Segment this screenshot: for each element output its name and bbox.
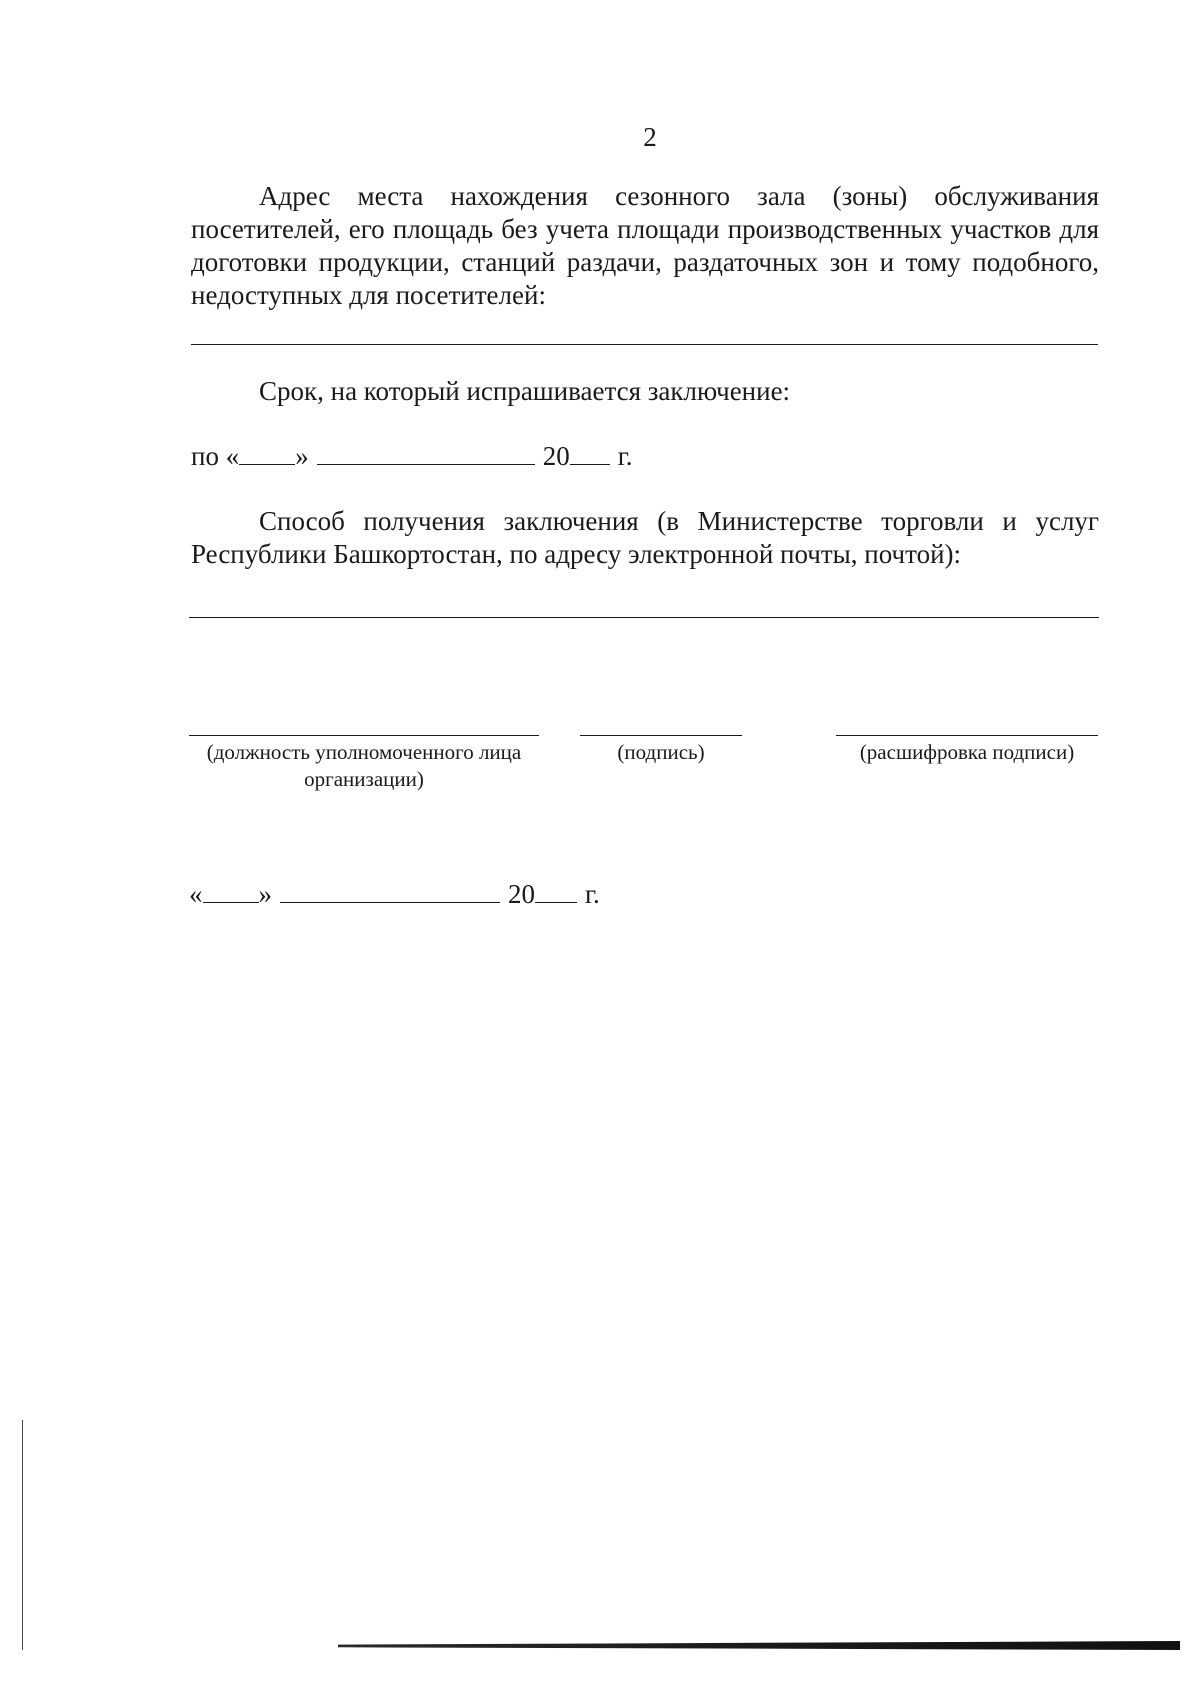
term-year-blank <box>570 440 610 465</box>
signature-line <box>580 735 742 736</box>
term-date-quote-close: » <box>295 441 309 471</box>
position-caption: (должность уполномоченного лица организации) <box>206 740 522 791</box>
decryption-caption: (расшифровка подписи) <box>859 740 1075 764</box>
sign-date-line <box>189 878 600 911</box>
term-day-blank <box>239 440 295 465</box>
page-number: 2 <box>643 122 657 152</box>
term-date-line <box>191 440 632 473</box>
signature-caption: (подпись) <box>617 740 705 764</box>
method-fill-line <box>189 617 1099 618</box>
term-month-blank <box>317 440 535 465</box>
sign-year-suffix: г. <box>585 879 600 909</box>
sign-date-quote-open: « <box>189 879 203 909</box>
decryption-signature-line <box>836 735 1098 736</box>
term-paragraph: Срок, на который испрашивается заключение: <box>259 376 791 406</box>
sign-day-blank <box>203 878 259 903</box>
scan-bottom-edge <box>338 1641 1180 1650</box>
term-date-prefix: по « <box>191 441 240 471</box>
term-year-suffix: г. <box>617 441 633 471</box>
term-year-prefix: 20 <box>542 441 570 471</box>
sign-year-prefix: 20 <box>508 879 535 909</box>
sign-date-quote-close: » <box>258 879 272 909</box>
scan-margin-mark <box>22 1420 23 1650</box>
sign-year-blank <box>535 878 577 903</box>
address-fill-line <box>191 344 1098 345</box>
position-signature-line <box>189 735 539 736</box>
method-paragraph: Способ получения заключения (в Министерстве торговли и услуг Республики Башкортостан, по адресу электронной почты, почтой): <box>191 506 1099 569</box>
address-paragraph: Адрес места нахождения сезонного зала (зоны) обслуживания посетителей, его площадь без учета площади производственных участков для доготовки продукции, станций раздачи, раздаточных зон и тому подобного, недоступных для посетителей: <box>191 181 1099 310</box>
sign-month-blank <box>280 878 500 903</box>
